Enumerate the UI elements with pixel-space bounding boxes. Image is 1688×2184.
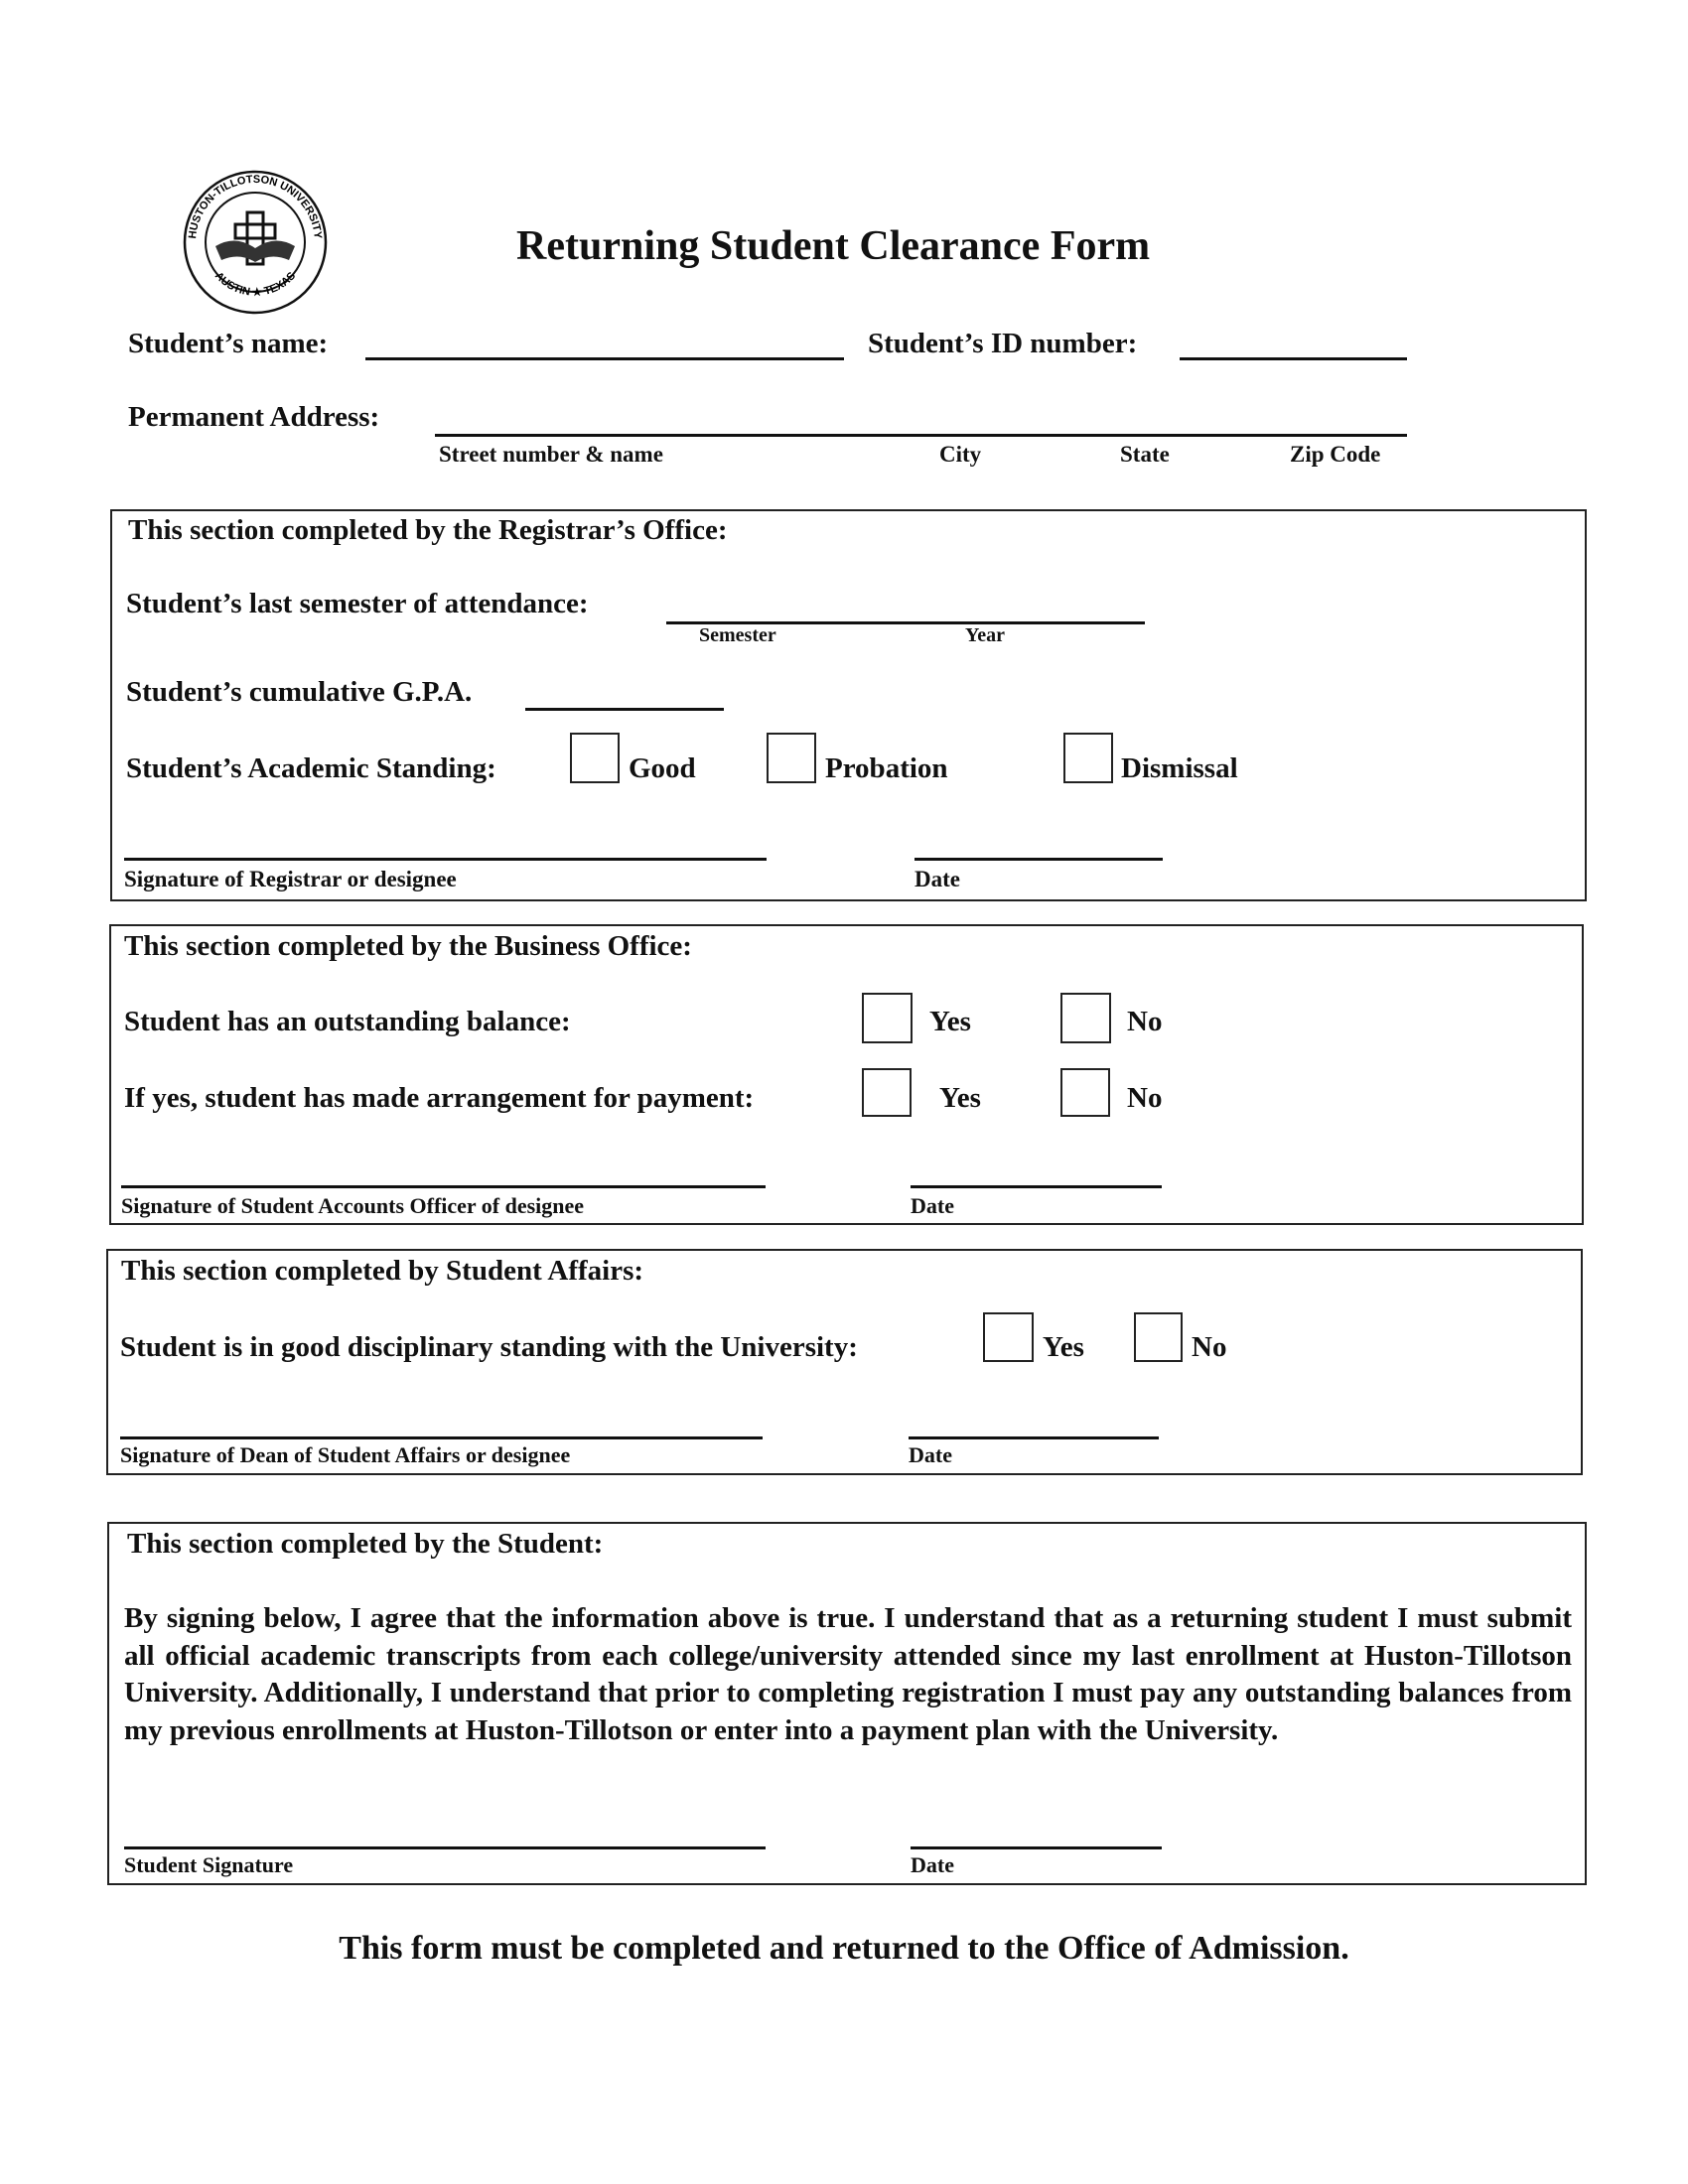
business-heading: This section completed by the Business Office: bbox=[124, 930, 692, 962]
year-sublabel: Year bbox=[965, 624, 1005, 646]
registrar-heading: This section completed by the Registrar’s Office: bbox=[128, 514, 728, 546]
street-sublabel: Street number & name bbox=[439, 442, 663, 467]
discipline-yes-checkbox[interactable] bbox=[983, 1312, 1034, 1362]
accounts-signature-field[interactable] bbox=[121, 1185, 766, 1188]
dean-date-label: Date bbox=[909, 1442, 952, 1467]
student-date-label: Date bbox=[911, 1852, 954, 1877]
registrar-signature-label: Signature of Registrar or designee bbox=[124, 867, 457, 891]
student-name-field[interactable] bbox=[365, 357, 844, 360]
state-sublabel: State bbox=[1120, 442, 1170, 467]
agreement-text: By signing below, I agree that the information above is true. I understand that as a returning student I must submit all official academic transcripts from each college/university attended since my last enrollment at Huston-Tillotson University. Additionally, I understand that prior to completing registration I must pay any outstanding balances from my previous enrollments at Huston-Tillotson or enter into a payment plan with the University. bbox=[124, 1602, 1572, 1746]
balance-yes-checkbox[interactable] bbox=[862, 993, 913, 1043]
svg-text:HUSTON-TILLOTSON UNIVERSITY: HUSTON-TILLOTSON UNIVERSITY bbox=[187, 173, 324, 240]
balance-no-checkbox[interactable] bbox=[1060, 993, 1111, 1043]
zip-sublabel: Zip Code bbox=[1290, 442, 1381, 467]
business-section bbox=[109, 924, 1584, 1225]
disciplinary-standing-label: Student is in good disciplinary standing with the University: bbox=[120, 1331, 858, 1363]
student-name-label: Student’s name: bbox=[128, 328, 329, 359]
dean-signature-field[interactable] bbox=[120, 1436, 763, 1439]
form-title: Returning Student Clearance Form bbox=[516, 223, 1151, 269]
outstanding-balance-label: Student has an outstanding balance: bbox=[124, 1006, 571, 1037]
academic-standing-label: Student’s Academic Standing: bbox=[126, 752, 496, 784]
accounts-date-label: Date bbox=[911, 1193, 954, 1218]
student-id-label: Student’s ID number: bbox=[868, 328, 1138, 359]
dismissal-label: Dismissal bbox=[1121, 752, 1238, 784]
student-signature-field[interactable] bbox=[124, 1846, 766, 1849]
arrangement-no-label: No bbox=[1127, 1082, 1163, 1114]
probation-checkbox[interactable] bbox=[767, 733, 816, 783]
arrangement-yes-label: Yes bbox=[939, 1082, 981, 1114]
discipline-no-checkbox[interactable] bbox=[1134, 1312, 1183, 1362]
student-id-field[interactable] bbox=[1180, 357, 1407, 360]
address-field[interactable] bbox=[435, 434, 1407, 437]
city-sublabel: City bbox=[939, 442, 982, 467]
student-heading: This section completed by the Student: bbox=[127, 1528, 604, 1560]
registrar-signature-field[interactable] bbox=[124, 858, 767, 861]
good-checkbox[interactable] bbox=[570, 733, 620, 783]
accounts-date-field[interactable] bbox=[911, 1185, 1162, 1188]
accounts-signature-label: Signature of Student Accounts Officer of designee bbox=[121, 1193, 585, 1218]
good-label: Good bbox=[629, 752, 696, 784]
semester-sublabel: Semester bbox=[699, 624, 776, 646]
dismissal-checkbox[interactable] bbox=[1063, 733, 1113, 783]
gpa-field[interactable] bbox=[525, 708, 724, 711]
address-label: Permanent Address: bbox=[128, 401, 380, 433]
student-affairs-heading: This section completed by Student Affairs: bbox=[121, 1255, 644, 1287]
university-seal-logo bbox=[182, 169, 329, 316]
student-date-field[interactable] bbox=[911, 1846, 1162, 1849]
payment-arrangement-label: If yes, student has made arrangement for payment: bbox=[124, 1082, 755, 1114]
discipline-yes-label: Yes bbox=[1043, 1331, 1084, 1363]
dean-signature-label: Signature of Dean of Student Affairs or designee bbox=[120, 1442, 571, 1467]
arrangement-no-checkbox[interactable] bbox=[1060, 1068, 1110, 1117]
student-signature-label: Student Signature bbox=[124, 1852, 294, 1877]
footer-note: This form must be completed and returned to the Office of Admission. bbox=[339, 1930, 1349, 1967]
registrar-date-label: Date bbox=[914, 867, 960, 891]
discipline-no-label: No bbox=[1192, 1331, 1227, 1363]
balance-yes-label: Yes bbox=[929, 1006, 971, 1037]
arrangement-yes-checkbox[interactable] bbox=[862, 1068, 912, 1117]
registrar-date-field[interactable] bbox=[914, 858, 1163, 861]
probation-label: Probation bbox=[825, 752, 948, 784]
last-semester-label: Student’s last semester of attendance: bbox=[126, 588, 589, 619]
dean-date-field[interactable] bbox=[909, 1436, 1159, 1439]
gpa-label: Student’s cumulative G.P.A. bbox=[126, 676, 473, 708]
balance-no-label: No bbox=[1127, 1006, 1163, 1037]
svg-text:AUSTIN ★ TEXAS: AUSTIN ★ TEXAS bbox=[211, 269, 299, 299]
